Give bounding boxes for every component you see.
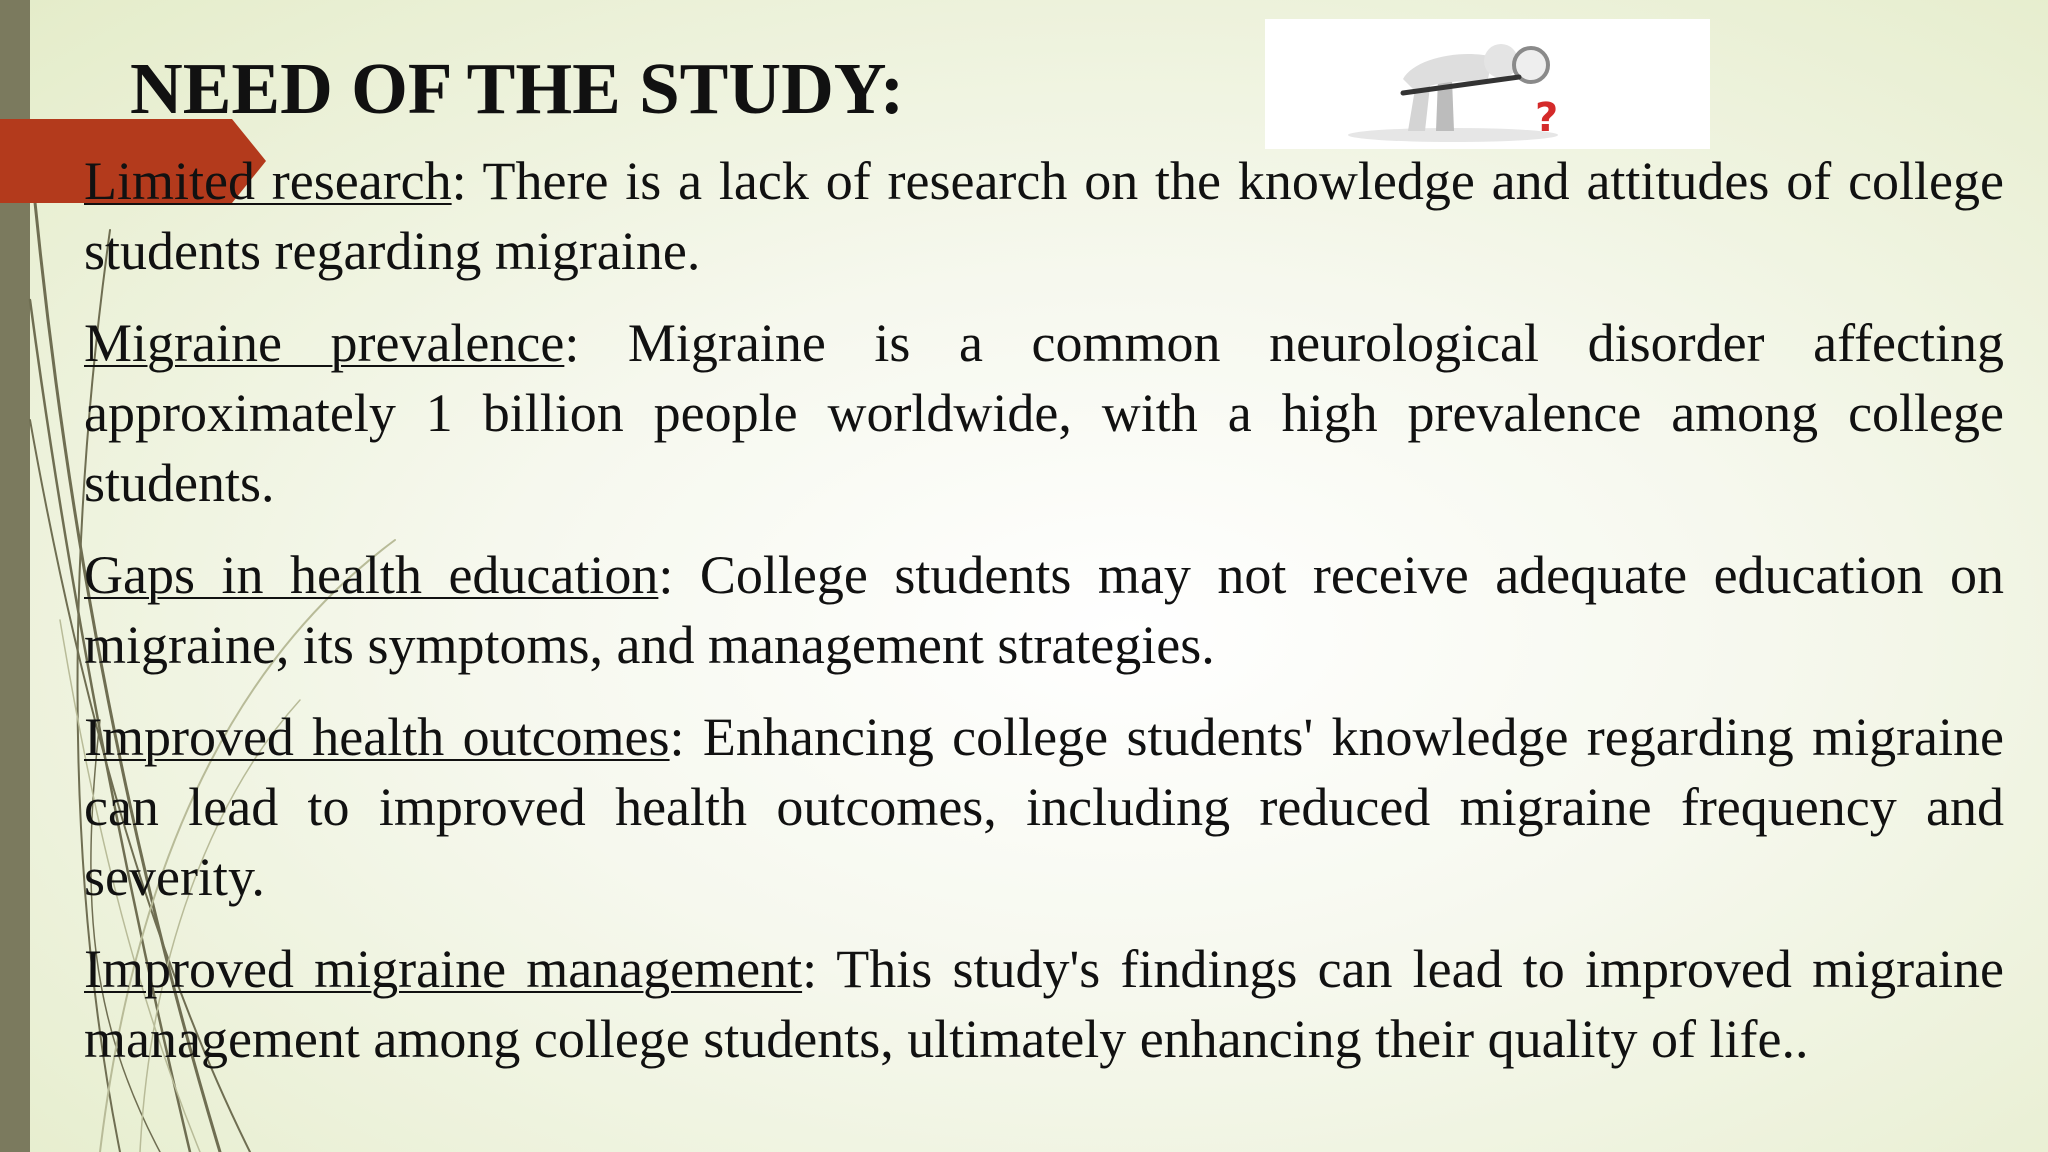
svg-text:?: ? — [1535, 95, 1559, 141]
point-limited-research — [84, 146, 2004, 286]
point-term: Improved health outcomes — [84, 707, 670, 767]
point-text: : Enhancing college students' knowledge regarding migraine can lead to improved health outcomes, including reduced migraine frequency and severity. — [84, 707, 2004, 907]
points-list — [84, 146, 2004, 1096]
point-text: : There is a lack of research on the knowledge and attitudes of college students regarding migraine. — [84, 151, 2004, 281]
point-term: Migraine prevalence — [84, 313, 565, 373]
point-text: : Migraine is a common neurological disorder affecting approximately 1 billion people worldwide, with a high prevalence among college students. — [84, 313, 2004, 513]
point-term: Limited research — [84, 151, 452, 211]
point-health-education-gaps — [84, 540, 2004, 680]
magnifier-question-icon — [1265, 19, 1710, 149]
point-improved-health-outcomes — [84, 702, 2004, 912]
point-text: : College students may not receive adequate education on migraine, its symptoms, and management strategies. — [84, 545, 2004, 675]
point-migraine-prevalence — [84, 308, 2004, 518]
slide-title: NEED OF THE STUDY: — [130, 48, 905, 129]
point-improved-migraine-management — [84, 934, 2004, 1074]
point-term: Improved migraine management — [84, 939, 803, 999]
point-text: : This study's findings can lead to improved migraine management among college students, ultimately enhancing their quality of life.. — [84, 939, 2004, 1069]
point-term: Gaps in health education — [84, 545, 659, 605]
